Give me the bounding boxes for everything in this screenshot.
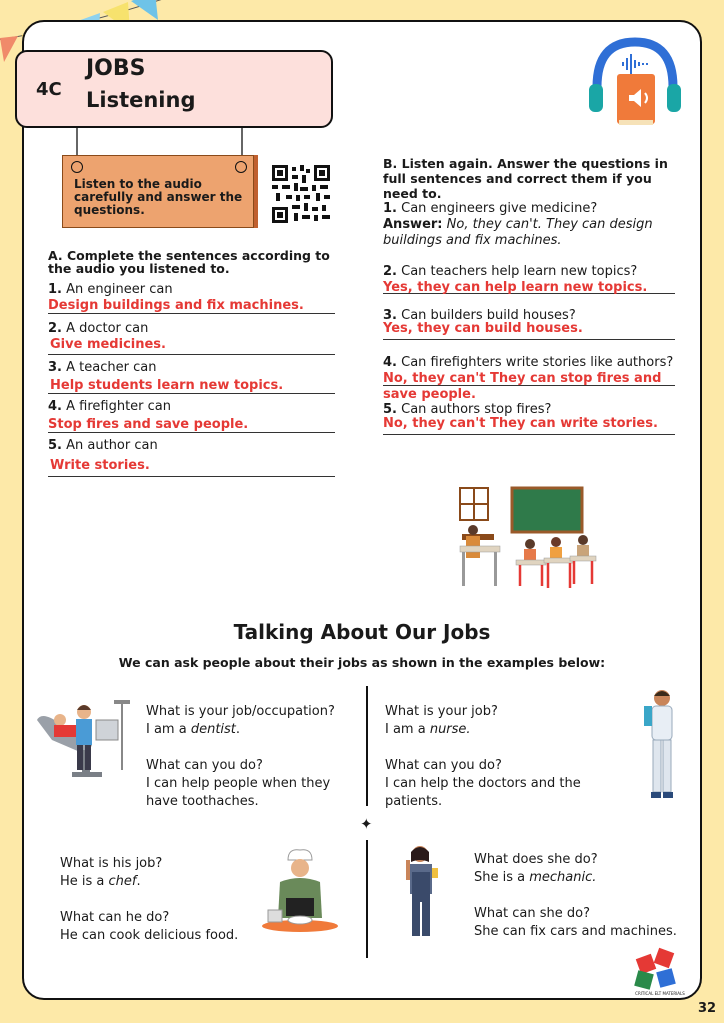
chef-illustration — [258, 848, 342, 934]
nurse-illustration — [640, 688, 684, 800]
instruction-sign — [62, 155, 254, 228]
section-b-title: B. Listen again. Answer the questions in full sentences and correct them if you need to. — [383, 156, 668, 201]
item-answer: No, they can't They can write stories. — [383, 416, 658, 431]
item-answer: Stop fires and save people. — [48, 417, 249, 432]
item-prompt: A firefighter can — [66, 399, 172, 414]
dialogue-question: What is your job/occupation? — [146, 704, 335, 719]
dialogue-answer: He can cook delicious food. — [60, 928, 239, 943]
item-answer: Yes, they can build houses. — [383, 321, 583, 336]
section-b-item — [383, 264, 675, 294]
item-number: 5. — [383, 402, 397, 417]
dialogue-answer — [60, 873, 260, 891]
answer-prefix: I am a — [146, 722, 191, 737]
answer-suffix: . — [136, 874, 141, 889]
divider — [366, 686, 368, 806]
section-a-item — [48, 399, 335, 433]
item-prompt: An author can — [66, 438, 158, 453]
job-word: dentist — [190, 722, 236, 737]
dialogue-chef — [60, 855, 260, 945]
talking-title: Talking About Our Jobs — [233, 620, 491, 644]
mechanic-illustration — [398, 844, 444, 940]
answer-prefix: She is a — [474, 870, 530, 885]
answer-prefix: I am a — [385, 722, 430, 737]
dialogue-nurse — [385, 703, 635, 811]
answer-label: Answer: — [383, 217, 443, 232]
dialogue-answer — [385, 721, 635, 739]
item-number: 3. — [48, 360, 62, 375]
item-question: Can firefighters write stories like authors? — [401, 355, 674, 370]
section-b-item — [383, 308, 675, 340]
page-title: JOBS — [86, 56, 146, 81]
instruction-text: Listen to the audio carefully and answer the questions. — [74, 177, 243, 217]
dialogue-question: What does she do? — [474, 852, 598, 867]
section-b-item — [383, 402, 675, 435]
item-prompt: A doctor can — [66, 321, 149, 336]
dialogue-question: What is his job? — [60, 856, 163, 871]
dialogue-answer: I can help people when they have toothaches. — [146, 776, 331, 809]
item-question: Can builders build houses? — [401, 308, 576, 323]
section-a-item — [48, 282, 335, 314]
item-answer: Help students learn new topics. — [50, 378, 284, 393]
item-question: Can engineers give medicine? — [401, 201, 598, 216]
item-answer: No, they can't They can stop fires and save people. — [383, 371, 662, 402]
item-answer: Give medicines. — [50, 337, 166, 352]
item-number: 1. — [48, 282, 62, 297]
job-word: chef — [108, 874, 137, 889]
job-word: nurse. — [429, 722, 471, 737]
answer-prefix: He is a — [60, 874, 109, 889]
sparkle-icon: ✦ — [360, 815, 373, 833]
audio-book-icon — [585, 32, 685, 132]
item-answer: Write stories. — [50, 458, 150, 473]
section-a-item — [48, 321, 335, 355]
section-a-item — [48, 360, 335, 394]
section-a-item — [48, 438, 335, 477]
item-answer: Yes, they can help learn new topics. — [383, 280, 648, 295]
item-number: 4. — [383, 355, 397, 370]
classroom-illustration — [458, 486, 598, 596]
dialogue-answer: She can fix cars and machines. — [474, 924, 677, 939]
dialogue-question: What can you do? — [385, 758, 502, 773]
item-answer: Design buildings and fix machines. — [48, 298, 304, 313]
pin-icon — [71, 161, 83, 173]
example-answer: No, they can't. They can design buildings and fix machines. — [383, 217, 653, 248]
lesson-number: 4C — [36, 79, 62, 100]
dialogue-answer — [474, 869, 689, 887]
divider — [366, 840, 368, 958]
dialogue-question: What can you do? — [146, 758, 263, 773]
answer-suffix: . — [235, 722, 241, 737]
section-b-item — [383, 355, 675, 402]
logo-text: CRITICAL ELT MATERIALS — [635, 991, 685, 996]
page-number: 32 — [698, 1001, 717, 1016]
item-question: Can authors stop fires? — [401, 402, 552, 417]
section-a-title: A. Complete the sentences according to the audio you listened to. — [48, 248, 330, 276]
dialogue-question: What is your job? — [385, 704, 498, 719]
dialogue-question: What can he do? — [60, 910, 170, 925]
item-number: 2. — [48, 321, 62, 336]
talking-subtitle: We can ask people about their jobs as shown in the examples below: — [118, 655, 606, 670]
item-question: Can teachers help learn new topics? — [401, 264, 638, 279]
dialogue-question: What can she do? — [474, 906, 591, 921]
dentist-illustration — [32, 690, 132, 780]
item-number: 3. — [383, 308, 397, 323]
item-number: 4. — [48, 399, 62, 414]
pin-icon — [235, 161, 247, 173]
item-number: 2. — [383, 264, 397, 279]
item-prompt: A teacher can — [66, 360, 157, 375]
item-number: 1. — [383, 201, 397, 216]
item-prompt: An engineer can — [66, 282, 173, 297]
page-subtitle: Listening — [86, 88, 196, 112]
dialogue-answer: I can help the doctors and the patients. — [385, 776, 581, 809]
dialogue-dentist — [146, 703, 361, 811]
dialogue-answer — [146, 721, 361, 739]
job-word: mechanic. — [529, 870, 597, 885]
dialogue-mechanic — [474, 851, 689, 941]
qr-code[interactable] — [272, 165, 330, 223]
item-number: 5. — [48, 438, 62, 453]
section-b-example — [383, 201, 683, 249]
